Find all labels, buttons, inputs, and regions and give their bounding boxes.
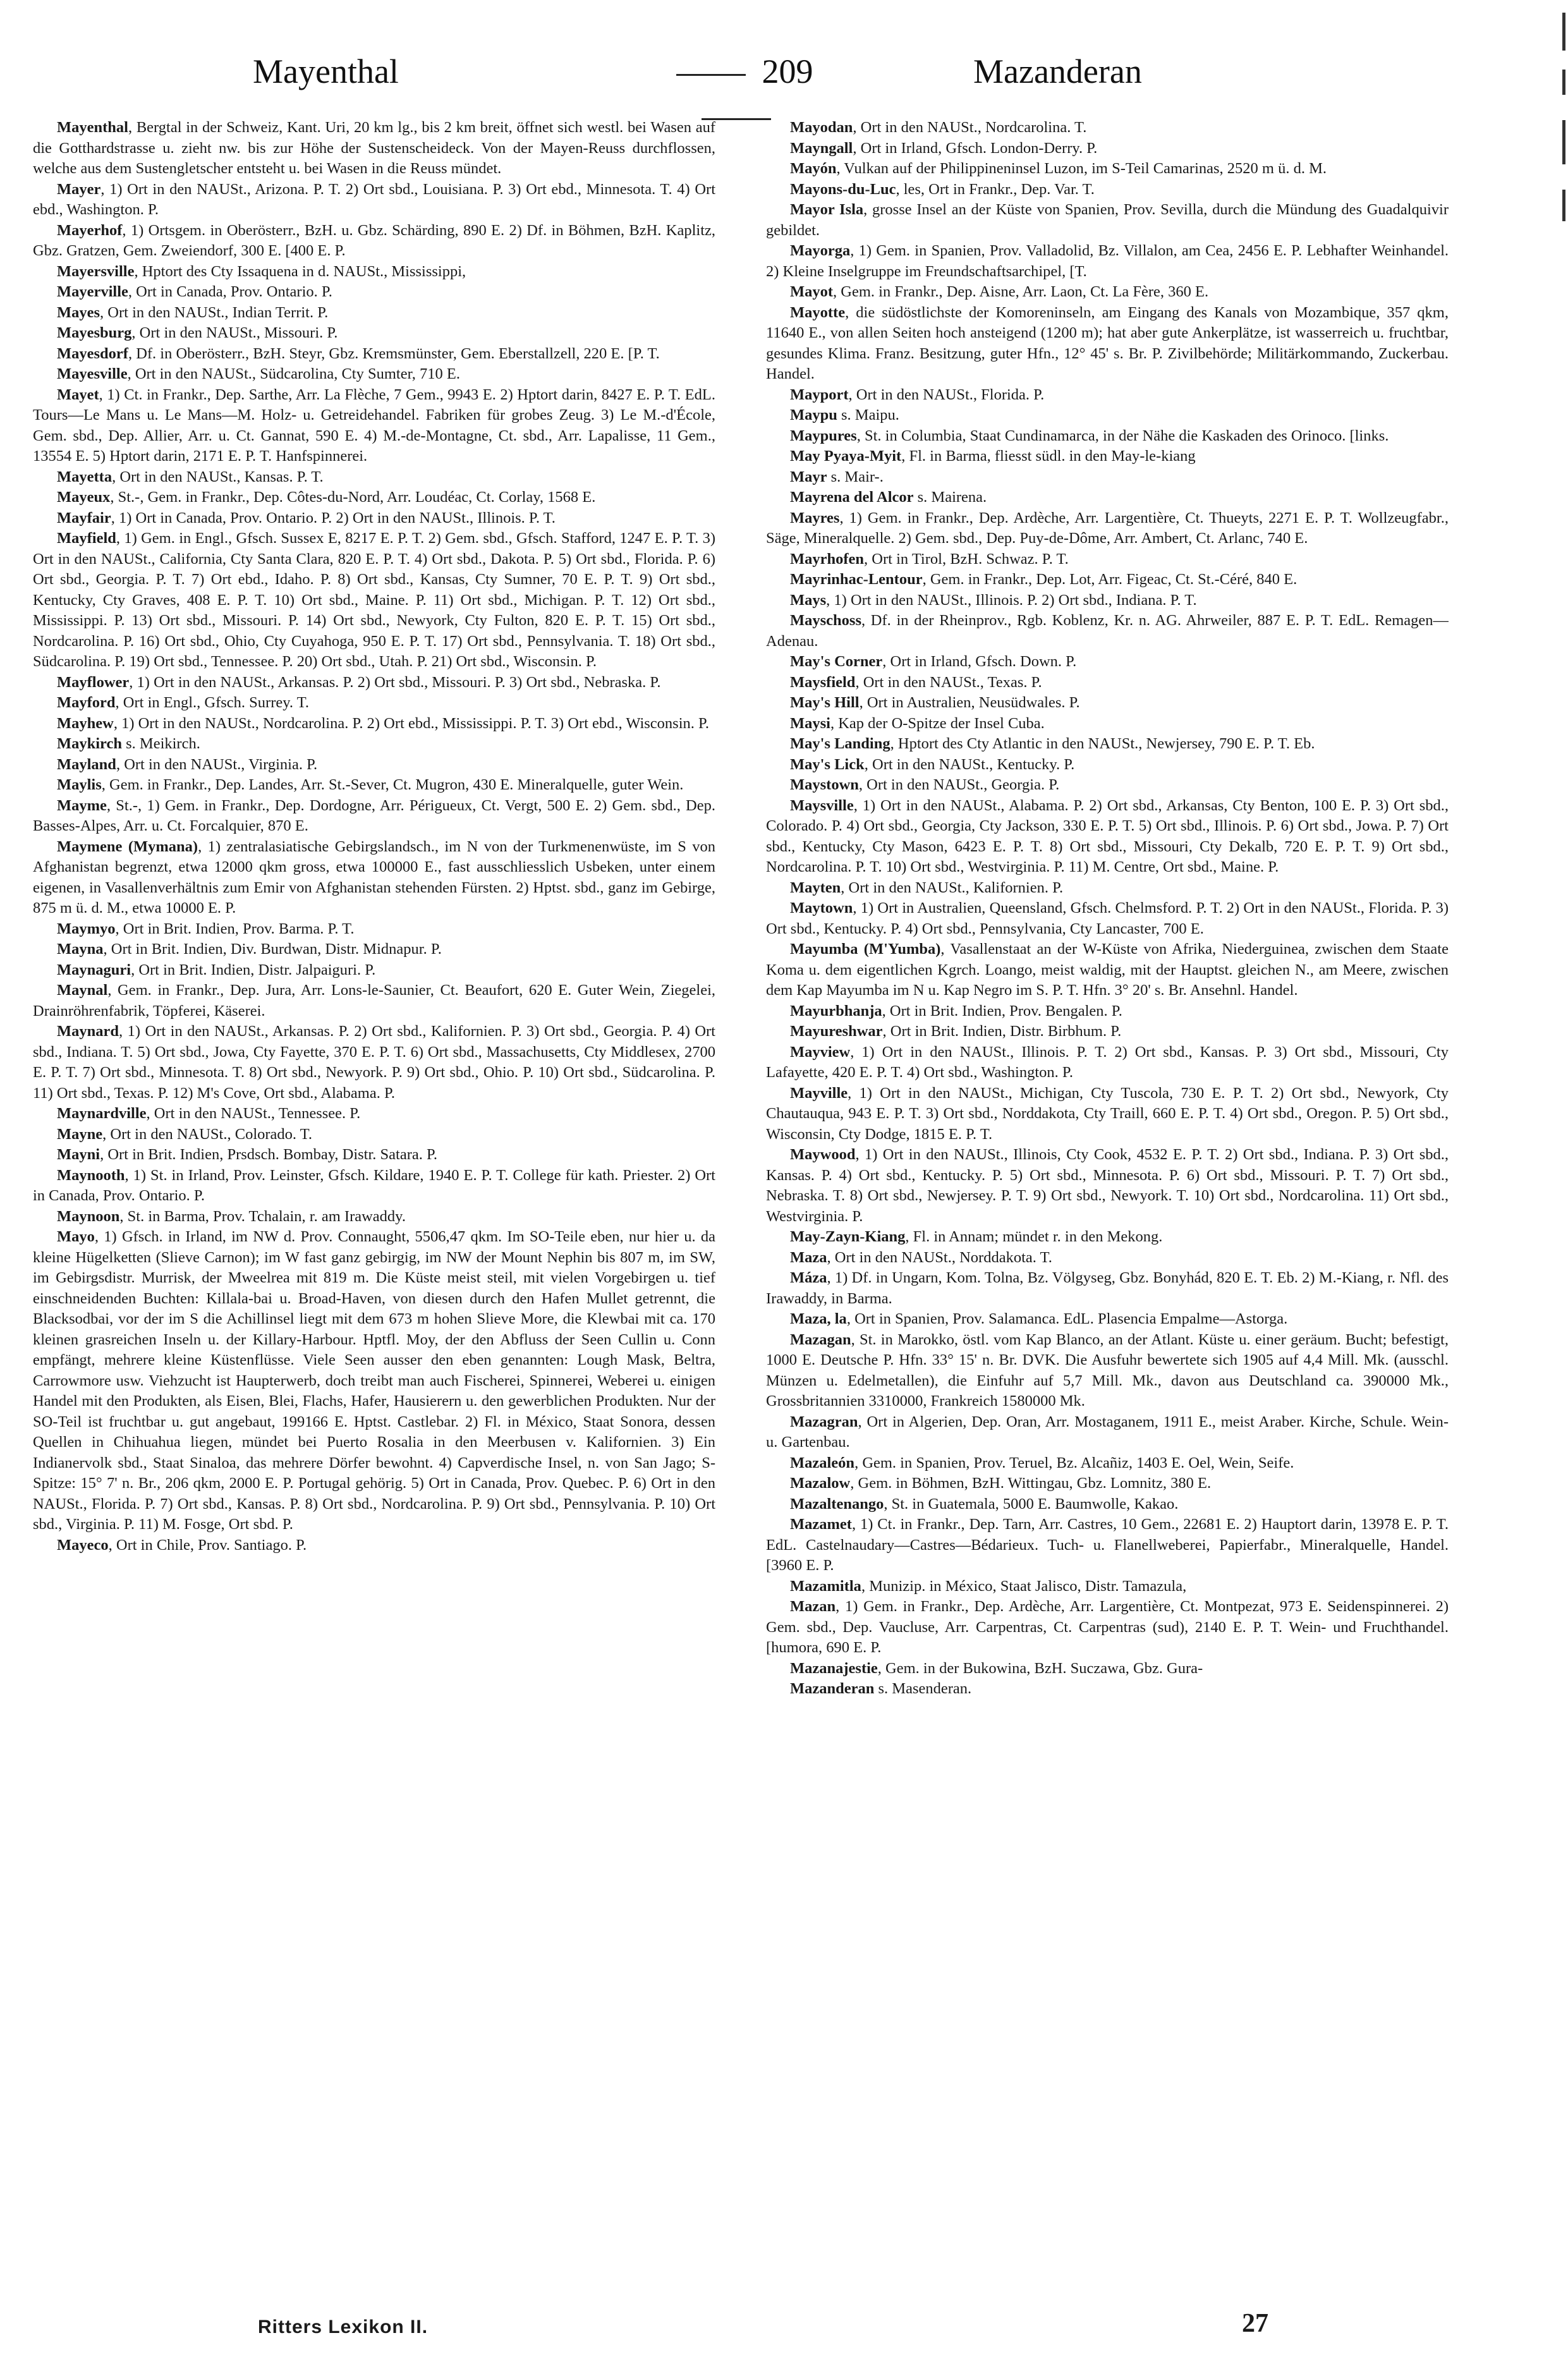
entry-headword: Mayón <box>790 160 837 177</box>
page-number: 209 <box>762 52 813 90</box>
header-dash-left <box>676 74 746 76</box>
entry-headword: Maysfield <box>790 673 856 691</box>
entry-text: , Ort in Irland, Gfsch. London-Derry. P. <box>853 139 1098 157</box>
entry-headword: Mayesdorf <box>57 344 128 362</box>
entry-headword: May Pyaya-Myit <box>790 448 902 465</box>
entry-headword: May's Corner <box>790 653 883 670</box>
entry-headword: Maymene (Mymana) <box>57 837 198 855</box>
entry-text: , Vulkan auf der Philippineninsel Luzon, im S-Teil Camarinas, 2520 m ü. d. M. <box>836 160 1327 177</box>
entry-text: , Ort in den NAUSt., Georgia. P. <box>858 776 1060 793</box>
entry-text: , St.-, 1) Gem. in Frankr., Dep. Dordogne, Arr. Périgueux, Ct. Vergt, 500 E. 2) Gem. sbd., Dep. Basses-Alpes, Arr. u. Ct. Forcalquier, 870 E. <box>33 796 715 834</box>
entry-text: , Ort in Algerien, Dep. Oran, Arr. Mostaganem, 1911 E., meist Araber. Kirche, Schule. Wein- u. Gartenbau. <box>766 1413 1449 1451</box>
entry-text: , Gem. in der Bukowina, BzH. Suczawa, Gbz. Gura- <box>877 1659 1203 1677</box>
entry-headword: Mayngall <box>790 139 853 157</box>
lexicon-entry <box>766 1083 1449 1145</box>
entry-text: , Gem. in Spanien, Prov. Teruel, Bz. Alcañiz, 1403 E. Oel, Wein, Seife. <box>854 1454 1294 1471</box>
lexicon-entry <box>766 611 1449 652</box>
entry-headword: Mayten <box>790 879 841 896</box>
entry-headword: May-Zayn-Kiang <box>790 1228 906 1245</box>
entry-headword: Maza <box>790 1248 827 1266</box>
lexicon-entry <box>33 1021 715 1104</box>
lexicon-entry <box>766 898 1449 939</box>
entry-headword: Mayeco <box>57 1536 109 1554</box>
entry-text: , Bergtal in der Schweiz, Kant. Uri, 20 km lg., bis 2 km breit, öffnet sich westl. bei Wasen auf die Gotthardstrasse u. zieht nw. bis zur Höhe der Sustenscheideck. Von der Mayen-Reuss durchflossen, welche aus dem Sustengletscher entsteht u. bei Wasen in die Reuss mündet. <box>33 119 715 177</box>
entry-text: s. Meikirch. <box>122 735 200 752</box>
lexicon-entry <box>766 673 1449 693</box>
entry-text: , Fl. in Annam; mündet r. in den Mekong. <box>905 1228 1163 1245</box>
entry-text: s. Maipu. <box>837 406 899 423</box>
lexicon-entry <box>766 714 1449 734</box>
entry-text: , Kap der O-Spitze der Insel Cuba. <box>830 714 1045 732</box>
entry-headword: Mays <box>790 591 827 609</box>
entry-headword: Mayesville <box>57 365 128 382</box>
entry-text: s. Masenderan. <box>874 1680 972 1697</box>
lexicon-entry <box>766 796 1449 878</box>
entry-headword: Mazanajestie <box>790 1659 878 1677</box>
entry-headword: Maza, la <box>790 1310 847 1327</box>
entry-headword: Maypures <box>790 427 857 444</box>
entry-text: , Gem. in Frankr., Dep. Lot, Arr. Figeac, Ct. St.-Céré, 840 E. <box>922 571 1298 588</box>
entry-headword: Mayrhofen <box>790 550 865 568</box>
entry-text: , die südöstlichste der Komoreninseln, am Eingang des Kanals von Mozambique, 357 qkm, 11640 E., von allen Seiten hoch ansteigend (1200 m); hat aber gute Ankerplätze, ist wasserreich u. fruchtbar, gesundes Klima. Franz. Besitzung, guter Hfn., 12° 45' s. Br. P. Zivilbehörde; Militärkommando, Zuckerbau. Handel. <box>766 303 1449 382</box>
lexicon-entry <box>766 426 1449 447</box>
lexicon-entry <box>766 549 1449 570</box>
right-column <box>766 118 1449 2276</box>
entry-text: , les, Ort in Frankr., Dep. Var. T. <box>896 180 1095 198</box>
entry-text: , Ort in Brit. Indien, Distr. Birbhum. P. <box>882 1023 1122 1040</box>
entry-headword: Maylis <box>57 776 102 793</box>
lexicon-entry <box>766 1576 1449 1597</box>
lexicon-entry <box>766 1145 1449 1227</box>
entry-text: , 1) Ct. in Frankr., Dep. Sarthe, Arr. La Flèche, 7 Gem., 9943 E. 2) Hptort darin, 8427 E. P. T. EdL. Tours—Le Mans u. Le Mans—M. Holz- u. Getreidehandel. Fabriken für grobes Zeug. 3) Le M.-d'École, Gem. sbd., Dep. Allier, Arr. u. Ct. Gannat, 590 E. 4) M.-de-Montagne, Ct. sbd., Arr. Lapalisse, 11 Gem., 13554 E. 5) Hptort darin, 2171 E. P. T. Hanfspinnerei. <box>33 386 715 465</box>
entry-text: , 1) Ort in den NAUSt., Illinois. P. 2) Ort sbd., Indiana. P. T. <box>826 591 1197 609</box>
entry-text: , Munizip. in México, Staat Jalisco, Distr. Tamazula, <box>861 1577 1187 1595</box>
entry-text: , Ort in Brit. Indien, Div. Burdwan, Distr. Midnapur. P. <box>103 941 442 958</box>
entry-text: , Ort in den NAUSt., Indian Territ. P. <box>100 303 329 321</box>
lexicon-entry <box>766 467 1449 488</box>
lexicon-entry <box>766 775 1449 796</box>
lexicon-entry <box>766 652 1449 673</box>
entry-text: , 1) Ortsgem. in Oberösterr., BzH. u. Gbz. Schärding, 890 E. 2) Df. in Böhmen, BzH. Kaplitz, Gbz. Gratzen, Gem. Zweiendorf, 300 E. [400 E. P. <box>33 221 715 259</box>
entry-text: , Ort in den NAUSt., Missouri. P. <box>131 324 338 341</box>
entry-headword: Mayerhof <box>57 221 123 239</box>
lexicon-entry <box>33 364 715 385</box>
entry-headword: Maykirch <box>57 735 122 752</box>
lexicon-entry <box>766 1597 1449 1659</box>
entry-headword: Mazamet <box>790 1516 852 1533</box>
entry-headword: Maysi <box>790 714 830 732</box>
entry-text: , Gem. in Böhmen, BzH. Wittingau, Gbz. Lomnitz, 380 E. <box>850 1475 1212 1492</box>
entry-headword: Mayersville <box>57 262 135 280</box>
entry-headword: Mayer <box>57 180 101 198</box>
entry-text: , Ort in Brit. Indien, Prsdsch. Bombay, Distr. Satara. P. <box>100 1146 438 1163</box>
lexicon-entry <box>766 1042 1449 1083</box>
lexicon-entry <box>33 919 715 940</box>
lexicon-entry <box>766 939 1449 1001</box>
entry-headword: Mayureshwar <box>790 1023 883 1040</box>
entry-headword: Mazagran <box>790 1413 858 1430</box>
lexicon-entry <box>766 734 1449 755</box>
entry-headword: Maysville <box>790 796 854 814</box>
lexicon-entry <box>766 1659 1449 1679</box>
lexicon-entry <box>33 467 715 488</box>
entry-text: , Ort in den NAUSt., Kansas. P. T. <box>112 468 324 485</box>
entry-headword: Mayschoss <box>790 612 861 629</box>
lexicon-entry <box>766 446 1449 467</box>
lexicon-entry <box>33 323 715 344</box>
entry-headword: Mayerville <box>57 283 128 300</box>
entry-headword: Maynard <box>57 1023 119 1040</box>
entry-text: , 1) Ct. in Frankr., Dep. Tarn, Arr. Castres, 10 Gem., 22681 E. 2) Hauptort darin, 13978 E. P. T. EdL. Castelnaudary—Castres—Bédarieux. Tuch- u. Flanellweberei, Papierfabr., Mineralquelle, Handel. [3960 E. P. <box>766 1516 1449 1574</box>
entry-text: , Df. in Oberösterr., BzH. Steyr, Gbz. Kremsmünster, Gem. Eberstallzell, 220 E. [P. T. <box>128 344 660 362</box>
entry-text: , Ort in Spanien, Prov. Salamanca. EdL. Plasencia Empalme—Astorga. <box>846 1310 1288 1327</box>
lexicon-entry <box>766 1227 1449 1248</box>
entry-text: , 1) Ort in den NAUSt., Arkansas. P. 2) Ort sbd., Missouri. P. 3) Ort sbd., Nebraska. P. <box>129 673 661 691</box>
lexicon-entry <box>33 1166 715 1207</box>
lexicon-entry <box>33 960 715 981</box>
entry-headword: Mayres <box>790 509 840 527</box>
entry-headword: Mayenthal <box>57 119 128 136</box>
entry-headword: Mayview <box>790 1043 851 1061</box>
entry-text: , 1) Ort in Australien, Queensland, Gfsch. Chelmsford. P. T. 2) Ort in den NAUSt., Florida. P. 3) Ort sbd., Kentucky. P. 4) Ort sbd., Pennsylvania, Cty Lancaster, 700 E. <box>766 899 1449 937</box>
lexicon-entry <box>33 1227 715 1535</box>
entry-headword: Mayme <box>57 796 107 814</box>
lexicon-entry <box>766 487 1449 508</box>
entry-text: , 1) Gfsch. in Irland, im NW d. Prov. Connaught, 5506,47 qkm. Im SO-Teile eben, nur hier u. da kleine Hügelketten (Slieve Carnon); im W fast ganz gebirgig, im NW der Mount Nephin bis 807 m, im SW, im Gebirgsdistr. Murrisk, der Mweelrea mit 819 m. Die Küste meist steil, mit vielen Vorgebirgen u. tief einschneidenden Buchten: Killala-bai u. Broad-Haven, von diesen durch den Hafen Mullet getrennt, die Blacksodbai, vor der im S die Achillinsel liegt mit dem 673 m hohen Slieve More, die Klewbai mit ca. 170 kleinen grasreichen Inseln u. der Killary-Harbour. Hptfl. Moy, der den Abfluss der Seen Cullin u. Conn empfängt, mehrere kleine Küstenflüsse. Viele Seen ausser den eben genannten: Lough Mask, Beltra, Carrowmore usw. Viehzucht ist Haupterwerb, doch treibt man auch Fischerei, Spinnerei, Weberei u. einigen Handel mit den Produkten, als Eisen, Blei, Flachs, Hafer, Hausierern u. den gewerblichen Produkten. Nur der SO-Teil ist fruchtbar u. gut angebaut, 199166 E. Hptst. Castlebar. 2) Fl. in México, Staat Sonora, dessen Quellen in Chihuahua liegen, mündet bei Puerto Rosalia in den Meerbusen v. Kalifornien. 3) Ein Indianervolk sbd., Staat Sinaloa, das mehrere Dörfer bewohnt. 4) Capverdische Insel, n. von San Jago; S-Spitze: 15° 7' n. Br., 206 qkm, 2000 E. P. Portugal gehörig. 5) Ort in Canada, Prov. Quebec. P. 6) Ort in den NAUSt., Florida. P. 7) Ort sbd., Kansas. P. 8) Ort sbd., Nordcarolina. P. 9) Ort sbd., Pennsylvania. P. 10) Ort sbd., Virginia. P. 11) M. Fosge, Ort sbd. P. <box>33 1228 715 1533</box>
lexicon-entry <box>33 1207 715 1227</box>
entry-headword: Mayrena del Alcor <box>790 489 914 506</box>
lexicon-entry <box>33 775 715 796</box>
entry-headword: Mayford <box>57 694 116 711</box>
lexicon-entry <box>766 180 1449 200</box>
entry-headword: Mayeux <box>57 489 111 506</box>
lexicon-entry <box>33 221 715 262</box>
entry-headword: Mayville <box>790 1084 848 1102</box>
lexicon-entry <box>33 180 715 221</box>
entry-headword: Maytown <box>790 899 853 917</box>
lexicon-entry <box>766 755 1449 776</box>
page-number-header <box>632 49 841 94</box>
entry-text: , Gem. in Frankr., Dep. Landes, Arr. St.-Sever, Ct. Mugron, 430 E. Mineralquelle, guter Wein. <box>101 776 684 793</box>
entry-headword: Mayetta <box>57 468 112 485</box>
lexicon-entry <box>766 1001 1449 1022</box>
entry-text: , Hptort des Cty Issaquena in d. NAUSt., Mississippi, <box>134 262 466 280</box>
entry-text: , Ort in Engl., Gfsch. Surrey. T. <box>115 694 309 711</box>
entry-text: s. Mairena. <box>913 489 987 506</box>
scan-edge-marks <box>1559 0 1568 265</box>
lexicon-entry <box>33 1124 715 1145</box>
lexicon-entry <box>766 405 1449 426</box>
entry-headword: Mazagan <box>790 1331 851 1348</box>
entry-headword: Mayland <box>57 755 116 773</box>
lexicon-entry <box>33 303 715 324</box>
lexicon-entry <box>33 282 715 303</box>
entry-headword: Maystown <box>790 776 859 793</box>
lexicon-entry <box>766 693 1449 714</box>
entry-headword: Maynardville <box>57 1105 147 1122</box>
entry-text: s. Mair-. <box>827 468 884 485</box>
lexicon-entry <box>766 878 1449 899</box>
entry-text: , Ort in Canada, Prov. Ontario. P. <box>128 283 332 300</box>
entry-headword: Mayfield <box>57 530 116 547</box>
lexicon-entry <box>33 837 715 919</box>
lexicon-entry <box>766 282 1449 303</box>
left-column <box>33 118 715 2276</box>
entry-headword: Mayr <box>790 468 827 485</box>
lexicon-entry <box>33 1104 715 1124</box>
lexicon-entry <box>766 1309 1449 1330</box>
entry-text: , Fl. in Barma, fliesst südl. in den May-le-kiang <box>901 448 1196 465</box>
entry-text: , Ort in den NAUSt., Nordcarolina. T. <box>853 119 1087 136</box>
entry-text: , Ort in den NAUSt., Südcarolina, Cty Sumter, 710 E. <box>127 365 460 382</box>
entry-text: , Ort in den NAUSt., Kalifornien. P. <box>841 879 1064 896</box>
entry-headword: Mayumba (M'Yumba) <box>790 941 941 958</box>
lexicon-entry <box>33 734 715 755</box>
entry-text: , 1) Ort in den NAUSt., Nordcarolina. P. 2) Ort ebd., Mississippi. P. T. 3) Ort ebd., Wisconsin. P. <box>113 714 710 732</box>
entry-headword: Mazaleón <box>790 1454 855 1471</box>
entry-text: , Ort in den NAUSt., Texas. P. <box>855 673 1042 691</box>
entry-headword: Mayes <box>57 303 100 321</box>
entry-headword: Mayne <box>57 1125 103 1143</box>
entry-text: , Ort in den NAUSt., Tennessee. P. <box>146 1105 361 1122</box>
entry-text: , Ort in den NAUSt., Norddakota. T. <box>827 1248 1052 1266</box>
lexicon-entry <box>33 1145 715 1166</box>
entry-text: , Ort in den NAUSt., Florida. P. <box>848 386 1045 403</box>
entry-headword: Mazanderan <box>790 1680 875 1697</box>
lexicon-entry <box>33 755 715 776</box>
entry-headword: Mayet <box>57 386 99 403</box>
entry-headword: Maypu <box>790 406 837 423</box>
lexicon-entry <box>766 1412 1449 1453</box>
lexicon-entry <box>33 796 715 837</box>
entry-text: , 1) St. in Irland, Prov. Leinster, Gfsch. Kildare, 1940 E. P. T. College für kath. Priester. 2) Ort in Canada, Prov. Ontario. P. <box>33 1166 715 1204</box>
lexicon-entry <box>33 980 715 1021</box>
lexicon-entry <box>766 1494 1449 1515</box>
lexicon-entry <box>33 714 715 734</box>
lexicon-entry <box>33 385 715 467</box>
entry-headword: Mayna <box>57 941 104 958</box>
entry-headword: Maymyo <box>57 920 116 937</box>
entry-headword: Maynal <box>57 982 108 999</box>
entry-headword: Mazaltenango <box>790 1495 884 1513</box>
entry-headword: Mazalow <box>790 1475 851 1492</box>
lexicon-entry <box>766 1021 1449 1042</box>
entry-text: , 1) Gem. in Engl., Gfsch. Sussex E, 8217 E. P. T. 2) Gem. sbd., Gfsch. Stafford, 1247 E. P. T. 3) Ort in den NAUSt., California, Cty Santa Clara, 820 E. P. T. 4) Ort sbd., Dakota. P. 5) Ort sbd., Florida. P. 6) Ort sbd., Georgia. P. T. 7) Ort ebd., Idaho. P. 8) Ort sbd., Kansas, Cty Sumner, 70 E. P. T. 9) Ort sbd., Kentucky, Cty Graves, 408 E. P. T. 10) Ort sbd., Maine. P. 11) Ort sbd., Michigan. P. T. 12) Ort sbd., Mississippi. P. 13) Ort sbd., Missouri. P. 14) Ort sbd., Newyork, Cty Fulton, 820 E. P. T. 15) Ort sbd., Nordcarolina. P. 16) Ort sbd., Ohio, Cty Cuyahoga, 950 E. P. T. 17) Ort sbd., Pennsylvania. T. 18) Ort sbd., Südcarolina. P. 19) Ort sbd., Tennessee. P. 20) Ort sbd., Utah. P. 21) Ort sbd., Wisconsin. P. <box>33 530 715 670</box>
entry-headword: Maywood <box>790 1146 856 1163</box>
entry-text: , Ort in Brit. Indien, Prov. Bengalen. P. <box>882 1002 1122 1020</box>
lexicon-entry <box>766 159 1449 180</box>
entry-headword: Mayotte <box>790 303 846 321</box>
lexicon-entry <box>766 1473 1449 1494</box>
running-head-right: Mazanderan <box>973 52 1142 90</box>
entry-text: , 1) Ort in Canada, Prov. Ontario. P. 2) Ort in den NAUSt., Illinois. P. T. <box>111 509 556 527</box>
entry-text: , Ort in Irland, Gfsch. Down. P. <box>882 653 1077 670</box>
lexicon-entry <box>766 1330 1449 1412</box>
entry-headword: Mayni <box>57 1146 100 1163</box>
lexicon-entry <box>33 939 715 960</box>
entry-headword: Mayo <box>57 1228 95 1245</box>
lexicon-entry <box>33 693 715 714</box>
lexicon-entry <box>766 1514 1449 1576</box>
entry-text: , Ort in den NAUSt., Colorado. T. <box>102 1125 312 1143</box>
lexicon-entry <box>33 528 715 673</box>
sheet-number: 27 <box>1242 2309 1268 2338</box>
entry-headword: Mazamitla <box>790 1577 861 1595</box>
entry-headword: Maynaguri <box>57 961 131 978</box>
entry-headword: Mayfair <box>57 509 111 527</box>
entry-headword: Mayorga <box>790 242 851 259</box>
lexicon-entry <box>766 1679 1449 1700</box>
lexicon-entry <box>766 590 1449 611</box>
lexicon-entry <box>33 487 715 508</box>
entry-headword: Máza <box>790 1269 827 1286</box>
entry-headword: Mayesburg <box>57 324 132 341</box>
entry-text: , Df. in der Rheinprov., Rgb. Koblenz, Kr. n. AG. Ahrweiler, 887 E. P. T. EdL. Remagen—Adenau. <box>766 612 1449 650</box>
entry-text: , Gem. in Frankr., Dep. Aisne, Arr. Laon, Ct. La Fère, 360 E. <box>833 283 1209 300</box>
entry-headword: Mayodan <box>790 119 853 136</box>
entry-headword: Maynoon <box>57 1207 120 1225</box>
lexicon-entry <box>33 508 715 529</box>
lexicon-entry <box>33 118 715 180</box>
entry-headword: May's Landing <box>790 735 890 752</box>
entry-text: , grosse Insel an der Küste von Spanien, Prov. Sevilla, durch die Mündung des Guadalquivir gebildet. <box>766 201 1449 239</box>
entry-headword: Mayhew <box>57 714 114 732</box>
entry-headword: Mayurbhanja <box>790 1002 882 1020</box>
entry-headword: Maynooth <box>57 1166 125 1184</box>
entry-headword: Mayrinhac-Lentour <box>790 571 923 588</box>
entry-headword: Mayot <box>790 283 834 300</box>
lexicon-entry <box>766 138 1449 159</box>
entry-text: , 1) Ort in den NAUSt., Alabama. P. 2) Ort sbd., Arkansas, Cty Benton, 100 E. P. 3) Ort sbd., Colorado. P. 4) Ort sbd., Georgia, Cty Jackson, 330 E. P. T. 5) Ort sbd., Illinois. P. 6) Ort sbd., Jowa. P. 7) Ort sbd., Kentucky, Cty Mason, 6423 E. P. T. 8) Ort sbd., Missouri, Cty Dekalb, 720 E. P. T. 9) Ort sbd., Nordcarolina. P. T. 10) Ort sbd., Westvirginia. P. 11) M. Centre, Ort sbd., Maine. P. <box>766 796 1449 875</box>
entry-text: , 1) Ort in den NAUSt., Illinois, Cty Cook, 4532 E. P. T. 2) Ort sbd., Indiana. P. 3) Ort sbd., Kansas. P. 4) Ort sbd., Kentucky. P. 5) Ort sbd., Minnesota. P. 6) Ort sbd., Missouri. P. T. 7) Ort sbd., Nebraska. T. 8) Ort sbd., Newjersey. P. T. 9) Ort sbd., Newyork. T. 10) Ort sbd., Nordcarolina. 11) Ort sbd., Westvirginia. P. <box>766 1146 1449 1225</box>
lexicon-entry <box>33 262 715 283</box>
entry-headword: May's Lick <box>790 755 865 773</box>
entry-headword: Mayport <box>790 386 849 403</box>
entry-text: , Ort in den NAUSt., Virginia. P. <box>116 755 318 773</box>
entry-text: , 1) Ort in den NAUSt., Illinois. P. T. 2) Ort sbd., Kansas. P. 3) Ort sbd., Missouri, Cty Lafayette, 420 E. P. T. 4) Ort sbd., Washington. P. <box>766 1043 1449 1081</box>
entry-text: , Ort in den NAUSt., Kentucky. P. <box>864 755 1075 773</box>
lexicon-entry <box>766 118 1449 138</box>
entry-text: , 1) Ort in den NAUSt., Arkansas. P. 2) Ort sbd., Kalifornien. P. 3) Ort sbd., Georgia. P. 4) Ort sbd., Indiana. T. 5) Ort sbd., Jowa, Cty Fayette, 370 E. P. T. 6) Ort sbd., Massachusetts, Cty Middlesex, 2700 E. P. T. 7) Ort sbd., Minnesota. T. 8) Ort sbd., Newyork. P. 9) Ort sbd., Ohio. P. 10) Ort sbd., Südcarolina. P. 11) Ort sbd., Texas. P. 12) M's Cove, Ort sbd., Alabama. P. <box>33 1023 715 1102</box>
entry-text: , 1) Gem. in Spanien, Prov. Valladolid, Bz. Villalon, am Cea, 2456 E. P. Lebhafter Weinhandel. 2) Kleine Inselgruppe im Freundschaftsarchipel, [T. <box>766 242 1449 280</box>
lexicon-entry <box>766 1248 1449 1269</box>
entry-text: , Ort in Brit. Indien, Distr. Jalpaiguri. P. <box>131 961 376 978</box>
entry-text: , Ort in Tirol, BzH. Schwaz. P. T. <box>864 550 1069 568</box>
printer-signature: Ritters Lexikon II. <box>258 2317 428 2337</box>
entry-text: , 1) zentralasiatische Gebirgslandsch., im N von der Turkmenenwüste, im S von Afghanistan begrenzt, etwa 12000 qkm gross, etwa 100000 E., fast ausschliesslich Usbeken, unter einem eigenen, in Vasallenverhältnis zum Emir von Afghanistan stehenden Fürsten. 2) Hptst. sbd., ganz im Gebirge, 875 m ü. d. M., etwa 10000 E. P. <box>33 837 715 917</box>
entry-text: , St. in Marokko, östl. vom Kap Blanco, an der Atlant. Küste u. einer geräum. Bucht; befestigt, 1000 E. Deutsche P. Hfn. 33° 15' n. Br. DVK. Die Ausfuhr bewertete sich 1905 auf 4,4 Mill. Mk. (ausschl. Münzen u. Edelmetallen), die Einfuhr auf 5,7 Mill. Mk., davon aus Deutschland ca. 390000 Mk., Grossbritannien 3310000, Frankreich 1580000 Mk. <box>766 1331 1449 1410</box>
entry-text: , Hptort des Cty Atlantic in den NAUSt., Newjersey, 790 E. P. T. Eb. <box>890 735 1315 752</box>
running-head-left: Mayenthal <box>253 52 399 90</box>
entry-headword: Mayor Isla <box>790 201 864 218</box>
lexicon-entry <box>33 344 715 365</box>
entry-text: , St. in Columbia, Staat Cundinamarca, in der Nähe die Kaskaden des Orinoco. [links. <box>856 427 1389 444</box>
entry-text: , Ort in Chile, Prov. Santiago. P. <box>108 1536 307 1554</box>
entry-text: , 1) Gem. in Frankr., Dep. Ardèche, Arr. Largentière, Ct. Thueyts, 2271 E. P. T. Wollzeugfabr., Säge, Mineralquelle. 2) Gem. sbd., Dep. Puy-de-Dôme, Arr. Ambert, Ct. Arlanc, 740 E. <box>766 509 1449 547</box>
entry-text: , St. in Guatemala, 5000 E. Baumwolle, Kakao. <box>884 1495 1179 1513</box>
lexicon-entry <box>766 241 1449 282</box>
lexicon-entry <box>766 385 1449 406</box>
lexicon-entry <box>33 673 715 693</box>
lexicon-entry <box>33 1535 715 1556</box>
entry-text: , 1) Gem. in Frankr., Dep. Ardèche, Arr. Largentière, Ct. Montpezat, 973 E. Seidenspinnerei. 2) Gem. sbd., Dep. Vaucluse, Arr. Carpentras, Ct. Carpentras (sud), 2140 E. P. T. Wein- und Fruchthandel. [humora, 690 E. P. <box>766 1598 1449 1656</box>
entry-text: , 1) Ort in den NAUSt., Arizona. P. T. 2) Ort sbd., Louisiana. P. 3) Ort ebd., Minnesota. T. 4) Ort ebd., Washington. P. <box>33 180 715 218</box>
entry-headword: Mayflower <box>57 673 130 691</box>
lexicon-entry <box>766 508 1449 549</box>
lexicon-entry <box>766 569 1449 590</box>
entry-text: , 1) Ort in den NAUSt., Michigan, Cty Tuscola, 730 E. P. T. 2) Ort sbd., Newyork, Cty Chautauqua, 943 E. P. T. 3) Ort sbd., Norddakota, Cty Traill, 660 E. P. T. 4) Ort sbd., Oregon. P. 5) Ort sbd., Wisconsin, Cty Dodge, 1815 E. P. T. <box>766 1084 1449 1143</box>
entry-headword: May's Hill <box>790 694 860 711</box>
entry-text: , Gem. in Frankr., Dep. Jura, Arr. Lons-le-Saunier, Ct. Beaufort, 620 E. Guter Wein, Ziegelei, Drainröhrenfabrik, Töpferei, Käserei. <box>33 982 715 1020</box>
entry-text: , St.-, Gem. in Frankr., Dep. Côtes-du-Nord, Arr. Loudéac, Ct. Corlay, 1568 E. <box>110 489 596 506</box>
entry-text: , St. in Barma, Prov. Tchalain, r. am Irawaddy. <box>119 1207 406 1225</box>
lexicon-entry <box>766 1453 1449 1474</box>
lexicon-entry <box>766 200 1449 241</box>
entry-text: , Ort in Brit. Indien, Prov. Barma. P. T. <box>115 920 355 937</box>
lexicon-entry <box>766 1268 1449 1309</box>
entry-text: , Vasallenstaat an der W-Küste von Afrika, Niederguinea, zwischen dem Staate Koma u. dem eigentlichen Kgrch. Loango, meist waldig, mit der Hauptst. gleichen N., am Meere, zwischen dem Kap Mayumba im N u. Kap Negro im S. P. T. Hfn. 3° 20' s. Br. Ansehnl. Handel. <box>766 941 1449 999</box>
lexicon-entry <box>766 303 1449 385</box>
entry-text: , 1) Df. in Ungarn, Kom. Tolna, Bz. Völgyseg, Gbz. Bonyhád, 820 E. T. Eb. 2) M.-Kiang, r. Nfl. des Irawaddy, in Barma. <box>766 1269 1449 1307</box>
entry-headword: Mayons-du-Luc <box>790 180 896 198</box>
entry-headword: Mazan <box>790 1598 836 1615</box>
entry-text: , Ort in Australien, Neusüdwales. P. <box>859 694 1080 711</box>
